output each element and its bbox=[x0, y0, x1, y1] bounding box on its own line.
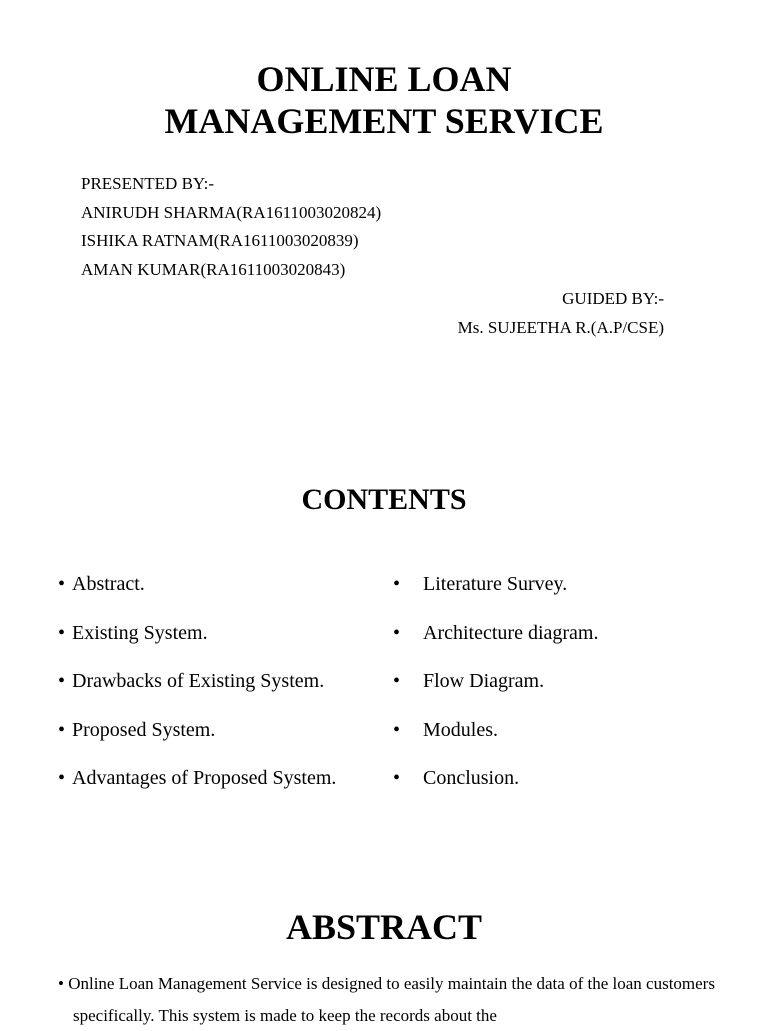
bullet-icon: • bbox=[393, 670, 401, 692]
bullet-icon: • bbox=[393, 573, 401, 595]
contents-left-column bbox=[58, 560, 336, 803]
bullet-icon: • bbox=[393, 767, 401, 789]
contents-item-label: Conclusion. bbox=[423, 767, 520, 789]
guide-name: Ms. SUJEETHA R.(A.P/CSE) bbox=[457, 317, 664, 337]
contents-item bbox=[393, 754, 598, 803]
contents-item-label: Advantages of Proposed System. bbox=[72, 767, 337, 789]
contents-item-label: Architecture diagram. bbox=[423, 621, 599, 644]
presenters-block bbox=[81, 170, 381, 284]
contents-item bbox=[393, 609, 598, 658]
contents-right-column bbox=[393, 560, 598, 803]
contents-item bbox=[58, 609, 336, 658]
contents-item bbox=[58, 706, 336, 755]
bullet-icon: • bbox=[58, 718, 66, 741]
presenter-name: ANIRUDH SHARMA(RA1611003020824) bbox=[81, 202, 382, 222]
guided-by-label: GUIDED BY:- bbox=[562, 289, 664, 308]
bullet-icon: • bbox=[58, 573, 66, 595]
contents-item bbox=[58, 657, 336, 706]
contents-item bbox=[58, 754, 336, 803]
document-title bbox=[0, 58, 768, 142]
presented-by-label: PRESENTED BY:- bbox=[81, 174, 215, 193]
presenter-name: AMAN KUMAR(RA1611003020843) bbox=[81, 259, 346, 279]
guide-block bbox=[458, 285, 664, 342]
bullet-icon: • bbox=[58, 974, 64, 993]
contents-heading: CONTENTS bbox=[301, 483, 467, 516]
bullet-icon: • bbox=[58, 670, 66, 692]
contents-slide bbox=[0, 470, 768, 810]
abstract-paragraph bbox=[58, 968, 733, 1031]
bullet-icon: • bbox=[393, 621, 401, 644]
bullet-icon: • bbox=[58, 767, 66, 789]
contents-item-label: Modules. bbox=[423, 718, 498, 741]
contents-item-label: Flow Diagram. bbox=[423, 670, 545, 692]
presenter-name: ISHIKA RATNAM(RA1611003020839) bbox=[81, 231, 359, 250]
abstract-slide bbox=[0, 900, 768, 1024]
contents-item bbox=[58, 560, 336, 609]
bullet-icon: • bbox=[58, 621, 66, 644]
title-line-1: ONLINE LOAN bbox=[256, 59, 512, 99]
bullet-icon: • bbox=[393, 718, 401, 741]
contents-item bbox=[393, 657, 598, 706]
contents-item-label: Existing System. bbox=[72, 621, 208, 644]
contents-item bbox=[393, 706, 598, 755]
contents-item-label: Abstract. bbox=[72, 573, 145, 595]
abstract-text: Online Loan Management Service is designed to easily maintain the data of the loan customers specifically. This system is made to keep the records about the bbox=[68, 974, 715, 1025]
contents-item-label: Literature Survey. bbox=[423, 573, 568, 595]
title-slide bbox=[0, 0, 768, 360]
contents-item bbox=[393, 560, 598, 609]
title-line-2: MANAGEMENT SERVICE bbox=[164, 101, 604, 141]
contents-item-label: Drawbacks of Existing System. bbox=[72, 670, 325, 692]
abstract-heading: ABSTRACT bbox=[285, 907, 483, 947]
contents-item-label: Proposed System. bbox=[72, 718, 216, 741]
